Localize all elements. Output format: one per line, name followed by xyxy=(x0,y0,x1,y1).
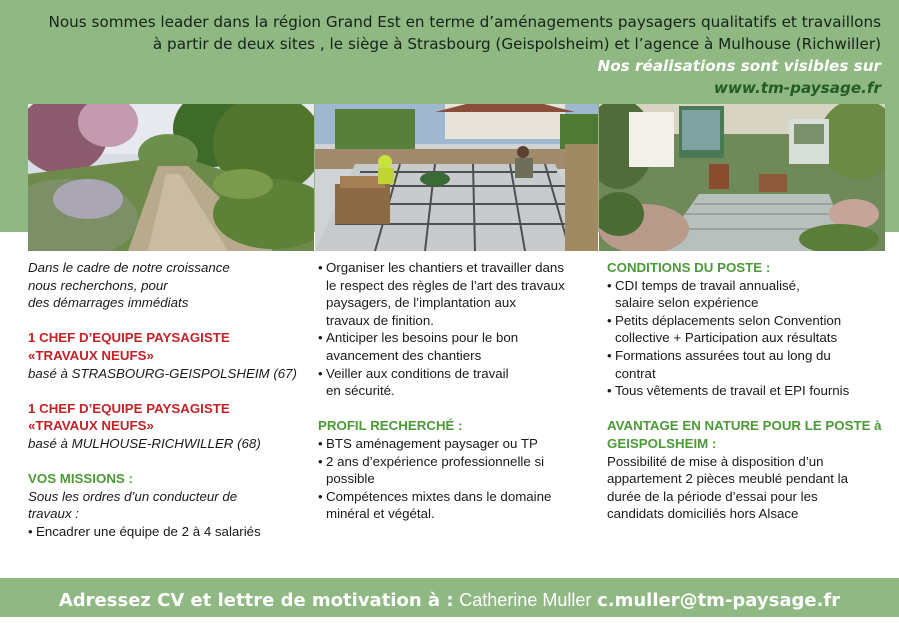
profile-line: BTS aménagement paysager ou TP xyxy=(326,435,538,451)
missions-intro-1: Sous les ordres d’un conducteur de xyxy=(28,488,238,504)
condition-line: CDI temps de travail annualisé, xyxy=(615,277,800,293)
profile-line: minéral et végétal. xyxy=(326,506,435,522)
website-link[interactable]: www.tm-paysage.fr xyxy=(713,79,881,97)
condition-line: salaire selon expérience xyxy=(615,295,759,311)
job1-location: basé à STRASBOURG-GEISPOLSHEIM (67) xyxy=(28,365,297,381)
condition-line: collective + Participation aux résultats xyxy=(615,330,838,346)
intro-text-2: nous recherchons, pour xyxy=(28,277,168,293)
condition-line: contrat xyxy=(615,365,656,381)
mission-line: Organiser les chantiers et travailler dans xyxy=(326,260,564,275)
mission-line: Veiller aux conditions de travail xyxy=(326,365,509,381)
profile-item xyxy=(318,453,593,488)
condition-item xyxy=(607,382,892,400)
mission-line: en sécurité. xyxy=(326,383,395,399)
missions-heading: VOS MISSIONS : xyxy=(28,471,133,487)
condition-line: Formations assurées tout au long du xyxy=(615,347,831,363)
condition-line: Petits déplacements selon Convention xyxy=(615,312,842,328)
job2-title-line2: «TRAVAUX NEUFS» xyxy=(28,418,154,434)
advantage-text-line: candidats domiciliés hors Alsace xyxy=(607,506,799,522)
job2-title-line1: 1 CHEF D’EQUIPE PAYSAGISTE xyxy=(28,400,230,416)
advantage-text-line: appartement 2 pièces meublé pendant la xyxy=(607,471,848,487)
realisations-note: Nos réalisations sont visibles sur xyxy=(597,57,881,75)
profile-list xyxy=(318,435,593,523)
intro-line-2: à partir de deux sites , le siège à Strasbourg (Geispolsheim) et l’agence à Mulhouse (Richwiller) xyxy=(152,35,881,53)
photo-garden-exhibit xyxy=(599,104,885,251)
condition-line: Tous vêtements de travail et EPI fournis xyxy=(615,383,850,399)
advantage-text-line: durée de la période d’essai pour les xyxy=(607,488,818,504)
mission-line: avancement des chantiers xyxy=(326,347,482,363)
column-offer xyxy=(28,259,310,541)
intro-text-1: Dans le cadre de notre croissance xyxy=(28,260,230,275)
profile-line: 2 ans d’expérience professionnelle si xyxy=(326,453,545,469)
advantage-heading-2: GEISPOLSHEIM : xyxy=(607,435,717,451)
profile-item xyxy=(318,435,593,453)
contact-email-link[interactable]: c.muller@tm-paysage.fr xyxy=(597,590,841,611)
mission-item: • Encadrer une équipe de 2 à 4 salariés xyxy=(28,523,310,541)
mission-line: le respect des règles de l’art des travaux xyxy=(326,277,565,293)
missions-list xyxy=(318,259,593,400)
mission-item xyxy=(318,365,593,400)
contact-footer xyxy=(0,578,899,617)
profile-line: Compétences mixtes dans le domaine xyxy=(326,488,552,504)
advantage-text-line: Possibilité de mise à disposition d’un xyxy=(607,453,824,469)
mission-item xyxy=(318,259,593,329)
job1-title-line2: «TRAVAUX NEUFS» xyxy=(28,347,154,363)
conditions-list xyxy=(607,277,892,400)
job2-location: basé à MULHOUSE-RICHWILLER (68) xyxy=(28,435,261,451)
conditions-heading: CONDITIONS DU POSTE : xyxy=(607,260,771,275)
mission-line: Anticiper les besoins pour le bon xyxy=(326,330,519,346)
column-missions-profile xyxy=(318,259,593,523)
mission-item xyxy=(318,329,593,364)
condition-item xyxy=(607,347,892,382)
column-conditions xyxy=(607,259,892,523)
profile-heading: PROFIL RECHERCHÉ : xyxy=(318,418,463,434)
mission-line: travaux de finition. xyxy=(326,312,434,328)
intro-line-1: Nous sommes leader dans la région Grand Est en terme d’aménagements paysagers qualitatifs et travaillons xyxy=(48,13,881,31)
intro-header xyxy=(21,11,881,99)
photo-garden-path xyxy=(28,104,314,251)
profile-line: possible xyxy=(326,471,375,487)
profile-item xyxy=(318,488,593,523)
advantage-heading-1: AVANTAGE EN NATURE POUR LE POSTE à xyxy=(607,418,882,434)
mission-line: paysagers, de l’implantation aux xyxy=(326,295,516,311)
condition-item xyxy=(607,312,892,347)
intro-text-3: des démarrages immédiats xyxy=(28,295,189,311)
photo-paving-works xyxy=(315,104,598,251)
contact-name: Catherine Muller xyxy=(459,590,592,610)
job1-title-line1: 1 CHEF D’EQUIPE PAYSAGISTE xyxy=(28,330,230,346)
condition-item xyxy=(607,277,892,312)
missions-intro-2: travaux : xyxy=(28,506,79,522)
missions-list-start xyxy=(28,523,310,541)
apply-label: Adressez CV et lettre de motivation à : xyxy=(58,590,454,611)
